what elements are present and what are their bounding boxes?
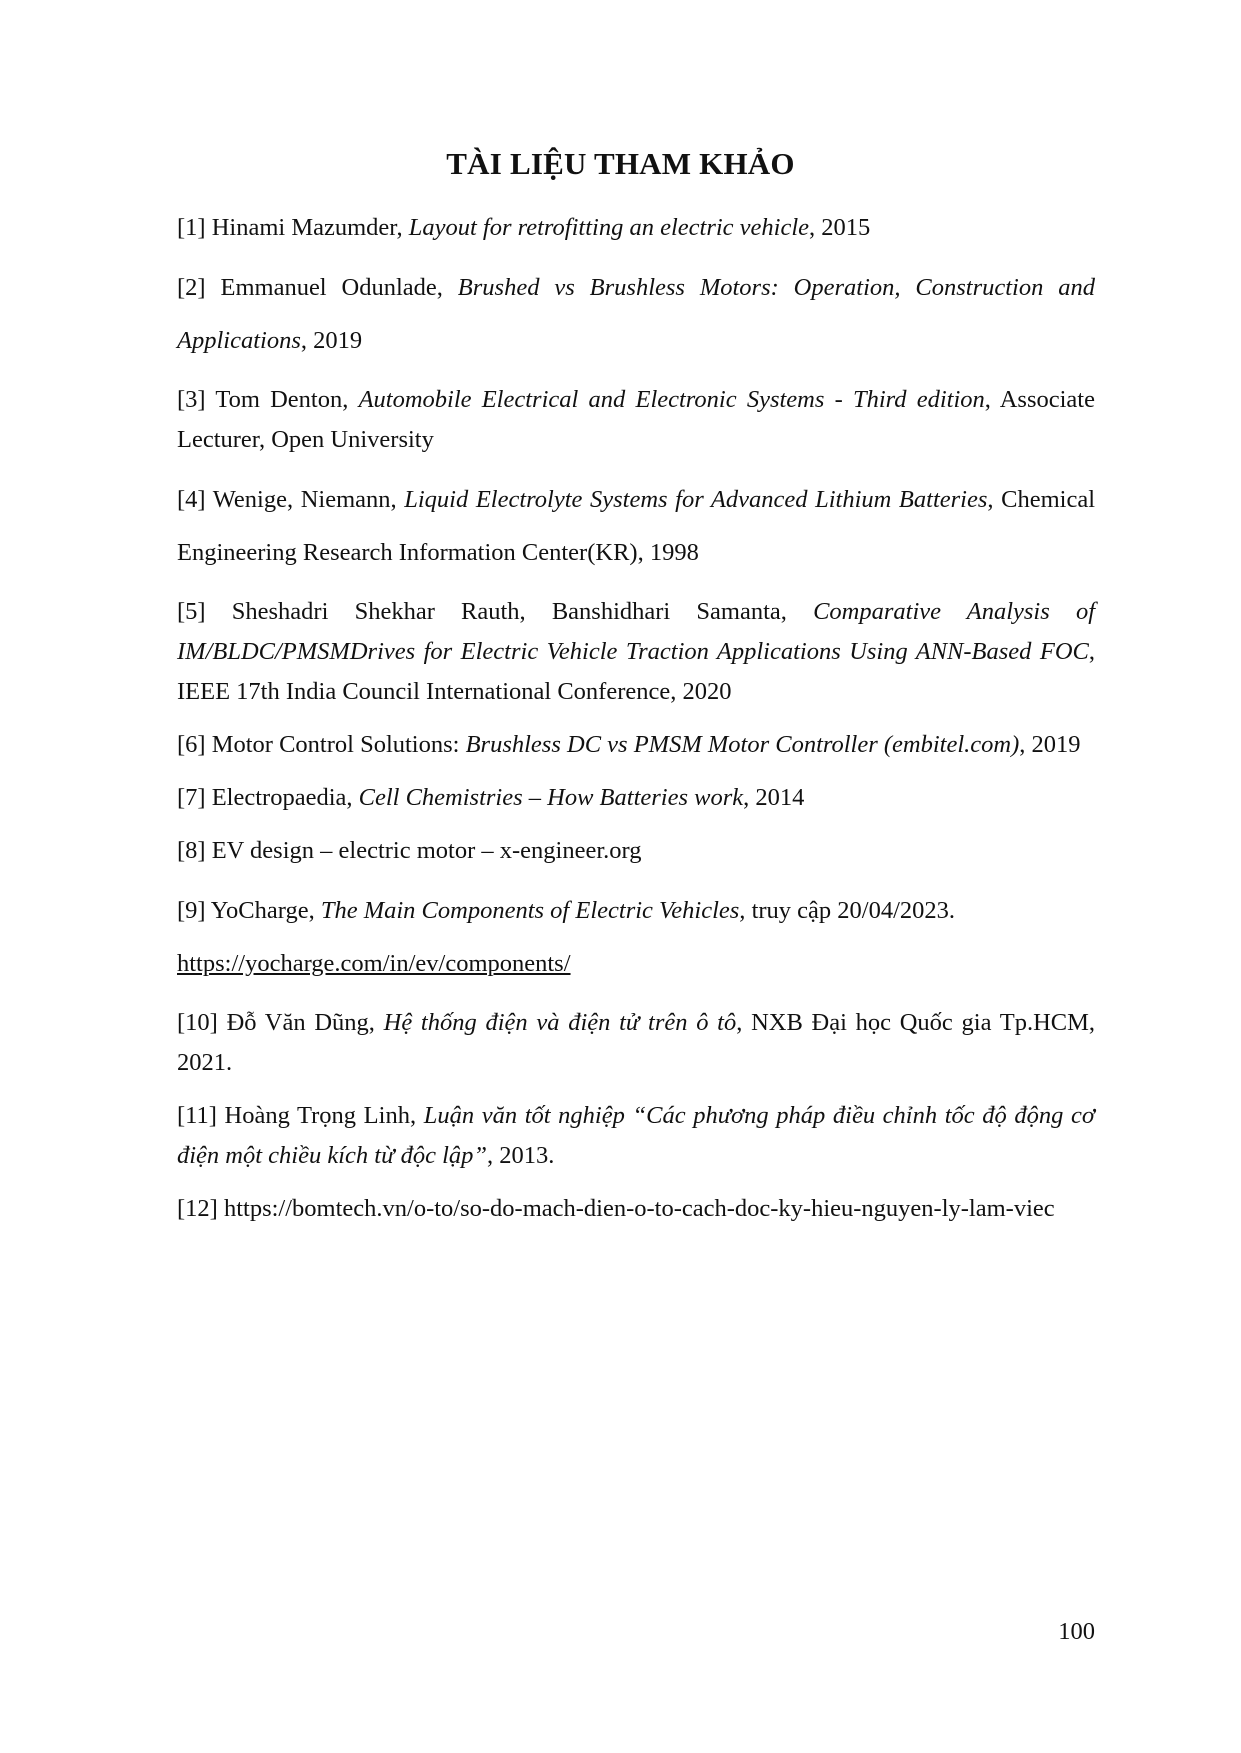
reference-author: Wenige, Niemann, <box>212 486 397 513</box>
reference-title: Cell Chemistries – How Batteries work <box>358 784 744 811</box>
reference-item <box>177 380 1095 460</box>
reference-author: YoCharge, <box>210 897 315 924</box>
reference-author: Tom Denton, <box>215 386 349 413</box>
reference-item <box>177 725 1095 765</box>
reference-details: , 2019 <box>1019 731 1081 758</box>
reference-author: Sheshadri Shekhar Rauth, Banshidhari Samanta, <box>231 598 787 625</box>
reference-number: [9] <box>177 897 206 924</box>
reference-details: , 2013. <box>487 1142 555 1169</box>
reference-details: truy cập 20/04/2023. <box>745 897 956 924</box>
reference-url: https://bomtech.vn/o-to/so-do-mach-dien-o-to-cach-doc-ky-hieu-nguyen-ly-lam-viec <box>223 1195 1055 1222</box>
reference-number: [4] <box>177 486 206 513</box>
reference-item <box>177 1189 1095 1229</box>
reference-item <box>177 831 1095 871</box>
reference-title: Hệ thống điện và điện tử trên ô tô <box>383 1009 737 1036</box>
reference-item <box>177 1096 1095 1176</box>
reference-item <box>177 473 1095 579</box>
reference-item <box>177 261 1095 367</box>
reference-item <box>177 1003 1095 1083</box>
reference-author: Đỗ Văn Dũng, <box>226 1009 375 1036</box>
reference-details: , 2019 <box>300 327 363 354</box>
reference-details: , Chemical Engineering Research Information Center(KR), 1998 <box>177 486 1096 566</box>
reference-number: [1] <box>177 214 206 241</box>
reference-number: [3] <box>177 386 206 413</box>
reference-title: The Main Components of Electric Vehicles, <box>320 897 746 924</box>
reference-title: Layout for retrofitting an electric vehicle <box>408 214 810 241</box>
reference-details: , Associate Lecturer, Open University <box>177 386 1095 453</box>
reference-number: [7] <box>177 784 206 811</box>
reference-title: Liquid Electrolyte Systems for Advanced Lithium Batteries <box>404 486 988 513</box>
reference-details: , 2014 <box>743 784 805 811</box>
reference-item <box>177 884 1095 990</box>
reference-number: [12] <box>177 1195 218 1222</box>
reference-author: Hinami Mazumder, <box>211 214 403 241</box>
reference-list <box>177 208 1095 1242</box>
reference-title: Brushed vs Brushless Motors: Operation, Construction and Applications <box>177 274 1096 354</box>
reference-title: Luận văn tốt nghiệp “Các phương pháp điều chỉnh tốc độ động cơ điện một chiều kích từ độc lập” <box>177 1102 1095 1169</box>
reference-title: Brushless DC vs PMSM Motor Controller (embitel.com) <box>465 731 1020 758</box>
reference-number: [11] <box>177 1102 217 1129</box>
reference-link[interactable]: https://yocharge.com/in/ev/components/ <box>177 950 571 977</box>
reference-item <box>177 592 1095 712</box>
reference-author: Hoàng Trọng Linh, <box>224 1102 417 1129</box>
reference-details: , NXB Đại học Quốc gia Tp.HCM, 2021. <box>177 1009 1096 1076</box>
reference-number: [8] <box>177 837 206 864</box>
reference-author: Emmanuel Odunlade, <box>220 274 443 301</box>
reference-number: [5] <box>177 598 206 625</box>
reference-author: Motor Control Solutions: <box>211 731 460 758</box>
reference-title: Automobile Electrical and Electronic Systems - Third edition <box>358 386 985 413</box>
page-number: 100 <box>1058 1618 1095 1645</box>
reference-number: [6] <box>177 731 206 758</box>
reference-details: , 2015 <box>809 214 871 241</box>
reference-number: [2] <box>177 274 206 301</box>
page-title: TÀI LIỆU THAM KHẢO <box>446 146 795 181</box>
reference-item <box>177 778 1095 818</box>
reference-number: [10] <box>177 1009 218 1036</box>
reference-item <box>177 208 1095 248</box>
reference-details: , IEEE 17th India Council International Conference, 2020 <box>177 638 1095 705</box>
reference-title: Comparative Analysis of IM/BLDC/PMSMDrives for Electric Vehicle Traction Applications Using ANN-Based FOC <box>177 598 1096 665</box>
reference-author: Electropaedia, <box>211 784 353 811</box>
reference-author: EV design – electric motor – x-engineer.org <box>211 837 642 864</box>
